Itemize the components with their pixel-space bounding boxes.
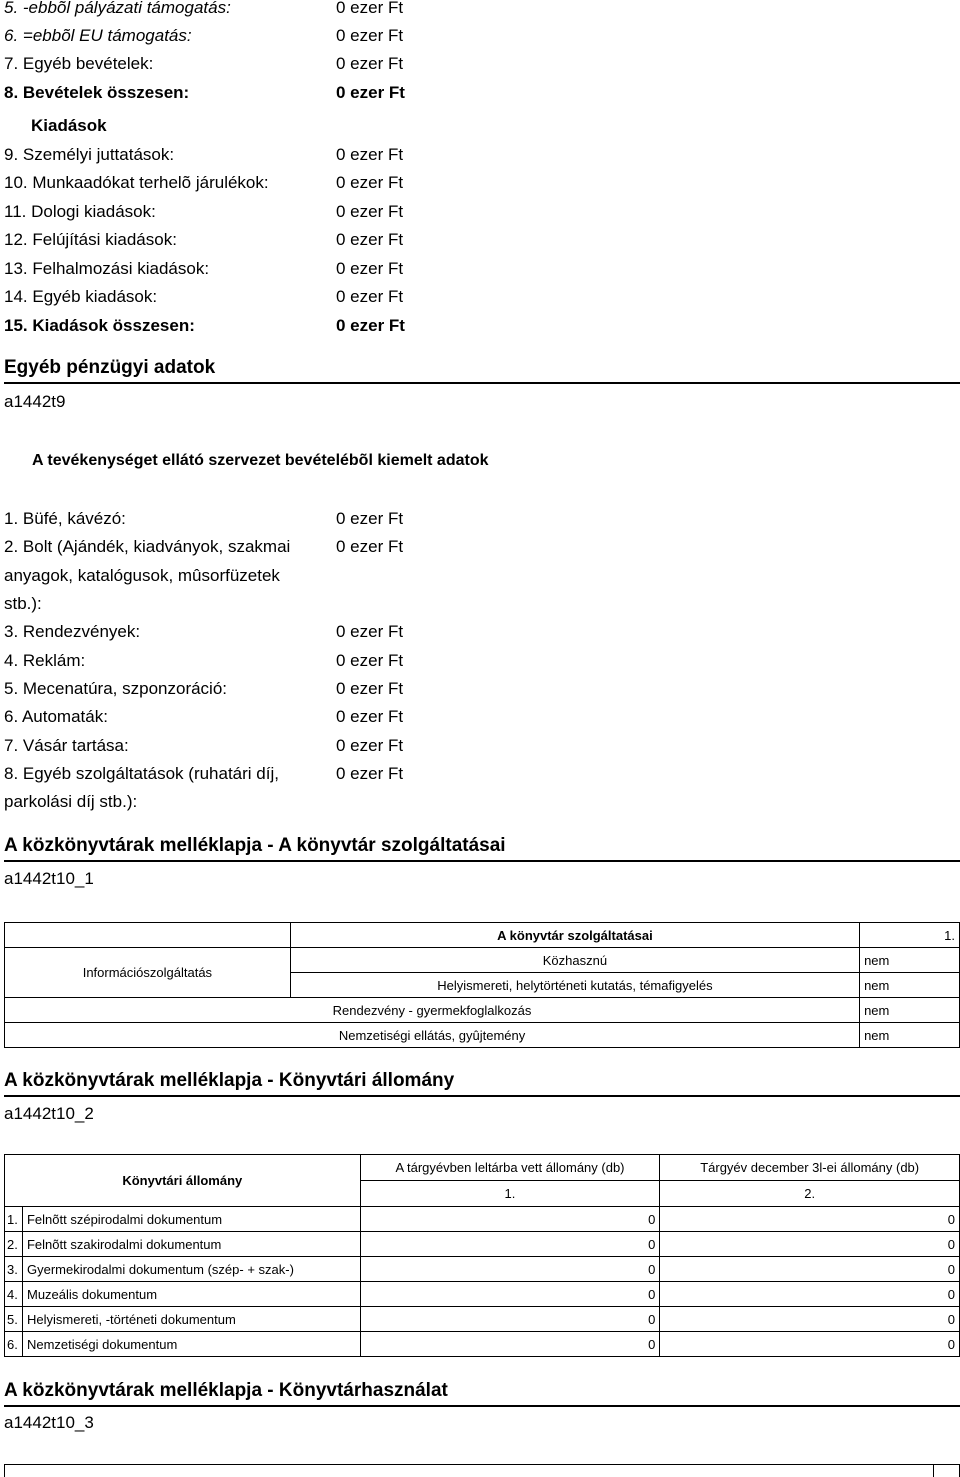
service-label: Helyismereti, helytörténeti kutatás, témafigyelés bbox=[290, 973, 859, 998]
income-value-1: 0 ezer Ft bbox=[336, 509, 404, 528]
revenue-label-5: 5. -ebbõl pályázati támogatás: bbox=[4, 0, 231, 17]
income-label-8-line1: 8. Egyéb szolgáltatások (ruhatári díj, bbox=[4, 764, 279, 783]
revenue-label-6: 6. =ebbõl EU támogatás: bbox=[4, 26, 192, 45]
expense-label-9: 9. Személyi juttatások: bbox=[4, 145, 175, 164]
expense-label-13: 13. Felhalmozási kiadások: bbox=[4, 259, 210, 278]
section-divider bbox=[4, 860, 960, 862]
holdings-row-v1: 0 bbox=[360, 1232, 660, 1257]
income-value-6: 0 ezer Ft bbox=[336, 707, 404, 726]
service-value: nem bbox=[860, 998, 960, 1023]
holdings-row-v2: 0 bbox=[660, 1232, 960, 1257]
holdings-col2-header: Tárgyév december 3l-ei állomány (db) bbox=[660, 1155, 960, 1181]
holdings-row-label: Helyismereti, -történeti dokumentum bbox=[22, 1307, 360, 1332]
holdings-row-v2: 0 bbox=[660, 1207, 960, 1232]
expense-value-12: 0 ezer Ft bbox=[336, 230, 404, 249]
income-value-7: 0 ezer Ft bbox=[336, 736, 404, 755]
usage-title: A közkönyvtárak melléklapja - Könyvtárhasználat bbox=[4, 1380, 448, 1401]
holdings-row-v1: 0 bbox=[360, 1257, 660, 1282]
holdings-code: a1442t10_2 bbox=[4, 1104, 94, 1123]
services-title: A közkönyvtárak melléklapja - A könyvtár szolgáltatásai bbox=[4, 835, 506, 856]
holdings-row-label: Gyermekirodalmi dokumentum (szép- + szak-) bbox=[22, 1257, 360, 1282]
section-divider bbox=[4, 382, 960, 384]
holdings-row-v2: 0 bbox=[660, 1257, 960, 1282]
services-header: A könyvtár szolgáltatásai bbox=[290, 923, 859, 948]
income-value-2: 0 ezer Ft bbox=[336, 537, 404, 556]
holdings-row-v1: 0 bbox=[360, 1282, 660, 1307]
holdings-row-v2: 0 bbox=[660, 1307, 960, 1332]
other-finance-code: a1442t9 bbox=[4, 392, 66, 411]
income-label-6: 6. Automaták: bbox=[4, 707, 108, 726]
income-value-4: 0 ezer Ft bbox=[336, 651, 404, 670]
service-label: Rendezvény - gyermekfoglalkozás bbox=[5, 998, 860, 1023]
expense-value-11: 0 ezer Ft bbox=[336, 202, 404, 221]
holdings-row-num: 5. bbox=[5, 1307, 23, 1332]
holdings-row-label: Felnõtt szépirodalmi dokumentum bbox=[22, 1207, 360, 1232]
expense-total-value: 0 ezer Ft bbox=[336, 316, 405, 335]
revenue-label-7: 7. Egyéb bevételek: bbox=[4, 54, 154, 73]
holdings-row-num: 4. bbox=[5, 1282, 23, 1307]
service-value: nem bbox=[860, 1023, 960, 1048]
service-value: nem bbox=[860, 973, 960, 998]
income-label-1: 1. Büfé, kávézó: bbox=[4, 509, 126, 528]
services-header-num: 1. bbox=[860, 923, 960, 948]
expense-label-11: 11. Dologi kiadások: bbox=[4, 202, 156, 221]
other-finance-title: Egyéb pénzügyi adatok bbox=[4, 357, 216, 378]
holdings-col1-header: A tárgyévben leltárba vett állomány (db) bbox=[360, 1155, 660, 1181]
income-value-3: 0 ezer Ft bbox=[336, 622, 404, 641]
holdings-row-num: 6. bbox=[5, 1332, 23, 1357]
service-label: Nemzetiségi ellátás, gyûjtemény bbox=[5, 1023, 860, 1048]
section-divider bbox=[4, 1095, 960, 1097]
expense-label-14: 14. Egyéb kiadások: bbox=[4, 287, 158, 306]
service-value: nem bbox=[860, 948, 960, 973]
income-label-5: 5. Mecenatúra, szponzoráció: bbox=[4, 679, 228, 698]
holdings-row-v2: 0 bbox=[660, 1332, 960, 1357]
expense-value-14: 0 ezer Ft bbox=[336, 287, 404, 306]
income-label-2-line1: 2. Bolt (Ajándék, kiadványok, szakmai bbox=[4, 537, 291, 556]
service-label: Közhasznú bbox=[290, 948, 859, 973]
services-table bbox=[4, 922, 960, 1048]
services-code: a1442t10_1 bbox=[4, 869, 94, 888]
other-finance-subheading: A tevékenységet ellátó szervezet bevételébõl kiemelt adatok bbox=[32, 452, 489, 469]
holdings-col1-num: 1. bbox=[360, 1181, 660, 1207]
holdings-row-label: Felnõtt szakirodalmi dokumentum bbox=[22, 1232, 360, 1257]
services-header-blank bbox=[5, 923, 291, 948]
expenses-heading: Kiadások bbox=[31, 116, 107, 135]
holdings-row-v1: 0 bbox=[360, 1207, 660, 1232]
services-group-label: Információszolgáltatás bbox=[5, 948, 291, 998]
holdings-row-num: 2. bbox=[5, 1232, 23, 1257]
income-label-8-line2: parkolási díj stb.): bbox=[4, 792, 138, 811]
holdings-row-v2: 0 bbox=[660, 1282, 960, 1307]
expense-value-13: 0 ezer Ft bbox=[336, 259, 404, 278]
revenue-total-value: 0 ezer Ft bbox=[336, 83, 405, 102]
usage-table-top bbox=[4, 1464, 960, 1477]
holdings-row-label: Nemzetiségi dokumentum bbox=[22, 1332, 360, 1357]
holdings-header-label: Könyvtári állomány bbox=[5, 1155, 361, 1207]
section-divider bbox=[4, 1405, 960, 1407]
expense-label-10: 10. Munkaadókat terhelõ járulékok: bbox=[4, 173, 269, 192]
holdings-table bbox=[4, 1154, 960, 1357]
revenue-value-6: 0 ezer Ft bbox=[336, 26, 404, 45]
income-value-8: 0 ezer Ft bbox=[336, 764, 404, 783]
expense-value-10: 0 ezer Ft bbox=[336, 173, 404, 192]
expense-value-9: 0 ezer Ft bbox=[336, 145, 404, 164]
holdings-row-num: 3. bbox=[5, 1257, 23, 1282]
income-label-3: 3. Rendezvények: bbox=[4, 622, 141, 641]
income-label-2-line3: stb.): bbox=[4, 594, 42, 613]
holdings-row-v1: 0 bbox=[360, 1332, 660, 1357]
expense-label-12: 12. Felújítási kiadások: bbox=[4, 230, 177, 249]
income-label-7: 7. Vásár tartása: bbox=[4, 736, 129, 755]
holdings-row-num: 1. bbox=[5, 1207, 23, 1232]
revenue-value-7: 0 ezer Ft bbox=[336, 54, 404, 73]
holdings-row-v1: 0 bbox=[360, 1307, 660, 1332]
revenue-value-5: 0 ezer Ft bbox=[336, 0, 404, 17]
usage-code: a1442t10_3 bbox=[4, 1413, 94, 1432]
income-value-5: 0 ezer Ft bbox=[336, 679, 404, 698]
holdings-title: A közkönyvtárak melléklapja - Könyvtári állomány bbox=[4, 1070, 455, 1091]
holdings-col2-num: 2. bbox=[660, 1181, 960, 1207]
income-label-4: 4. Reklám: bbox=[4, 651, 86, 670]
revenue-total-label: 8. Bevételek összesen: bbox=[4, 83, 190, 102]
expense-total-label: 15. Kiadások összesen: bbox=[4, 316, 195, 335]
holdings-row-label: Muzeális dokumentum bbox=[22, 1282, 360, 1307]
income-label-2-line2: anyagok, katalógusok, mûsorfüzetek bbox=[4, 566, 280, 585]
